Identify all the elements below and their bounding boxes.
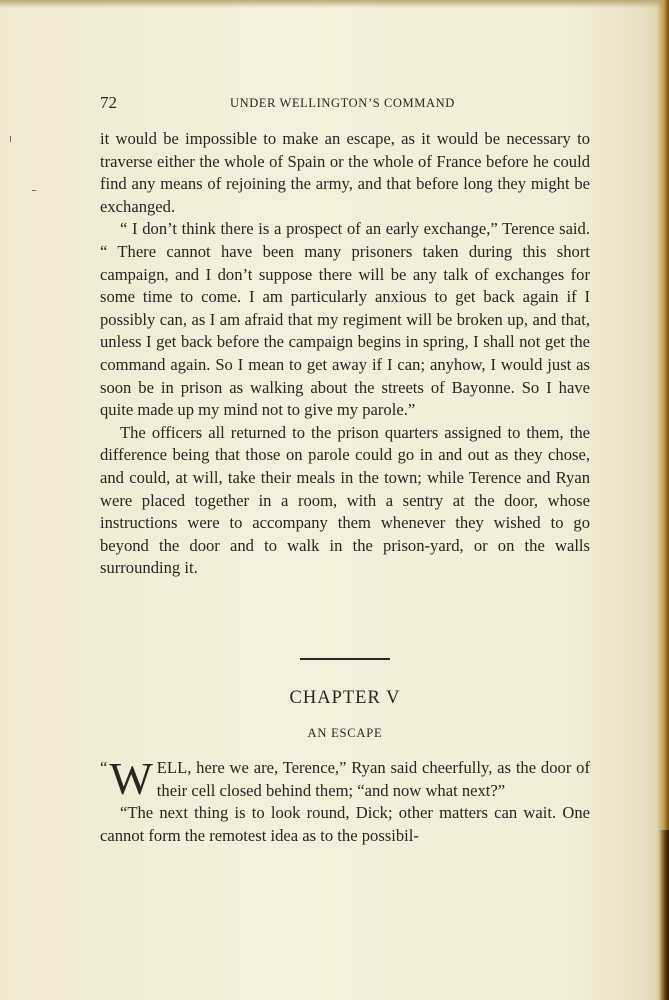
section-rule (300, 658, 390, 660)
body-text (100, 128, 590, 580)
chapter-title: CHAPTER V (289, 688, 401, 708)
opening-quote: “ (100, 758, 108, 777)
margin-mark (10, 136, 11, 142)
margin-mark (32, 190, 36, 191)
running-head: UNDER WELLINGTON’S COMMAND (230, 96, 455, 110)
paragraph: The officers all returned to the prison quarters assigned to them, the difference being that those on parole could go in and out as they chose, and could, at will, take their meals in the town; while Terence and Ryan were placed together in a room, with a sentry at the door, whose instructions were to accompany them whenever they wished to go beyond the door and to walk in the prison-yard, or on the walls surrounding it. (100, 422, 590, 578)
paragraph: ELL, here we are, Terence,” Ryan said cheerfully, as the door of their cell closed behind them; “and now what next?” (156, 758, 590, 800)
chapter-subtitle: AN ESCAPE (307, 726, 383, 740)
page-number: 72 (100, 93, 117, 112)
chapter-opening (100, 753, 590, 847)
page-header (100, 93, 590, 113)
page-bottom-right-shadow (659, 830, 669, 1000)
drop-cap: W (109, 753, 153, 804)
page-top-shadow (0, 0, 669, 8)
paragraph: “The next thing is to look round, Dick; other matters can wait. One cannot form the remotest idea as to the possibil- (100, 803, 590, 845)
paragraph: it would be impossible to make an escape, as it would be necessary to traverse either the whole of Spain or the whole of France before he could find any means of rejoining the army, and that before long they might be exchanged. (100, 129, 590, 216)
paragraph: “ I don’t think there is a prospect of an early exchange,” Terence said. “ There cannot have been many prisoners taken during this short campaign, and I don’t suppose there will be any talk of exchanges for some time to come. I am particularly anxious to get back again if I possibly can, as I am afraid that my regiment will be broken up, and that, unless I get back before the campaign begins in spring, I shall not get the command again. So I mean to get away if I can; anyhow, I would just as soon be in prison as walking about the streets of Bayonne. So I have quite made up my mind not to give my parole.” (100, 219, 590, 420)
